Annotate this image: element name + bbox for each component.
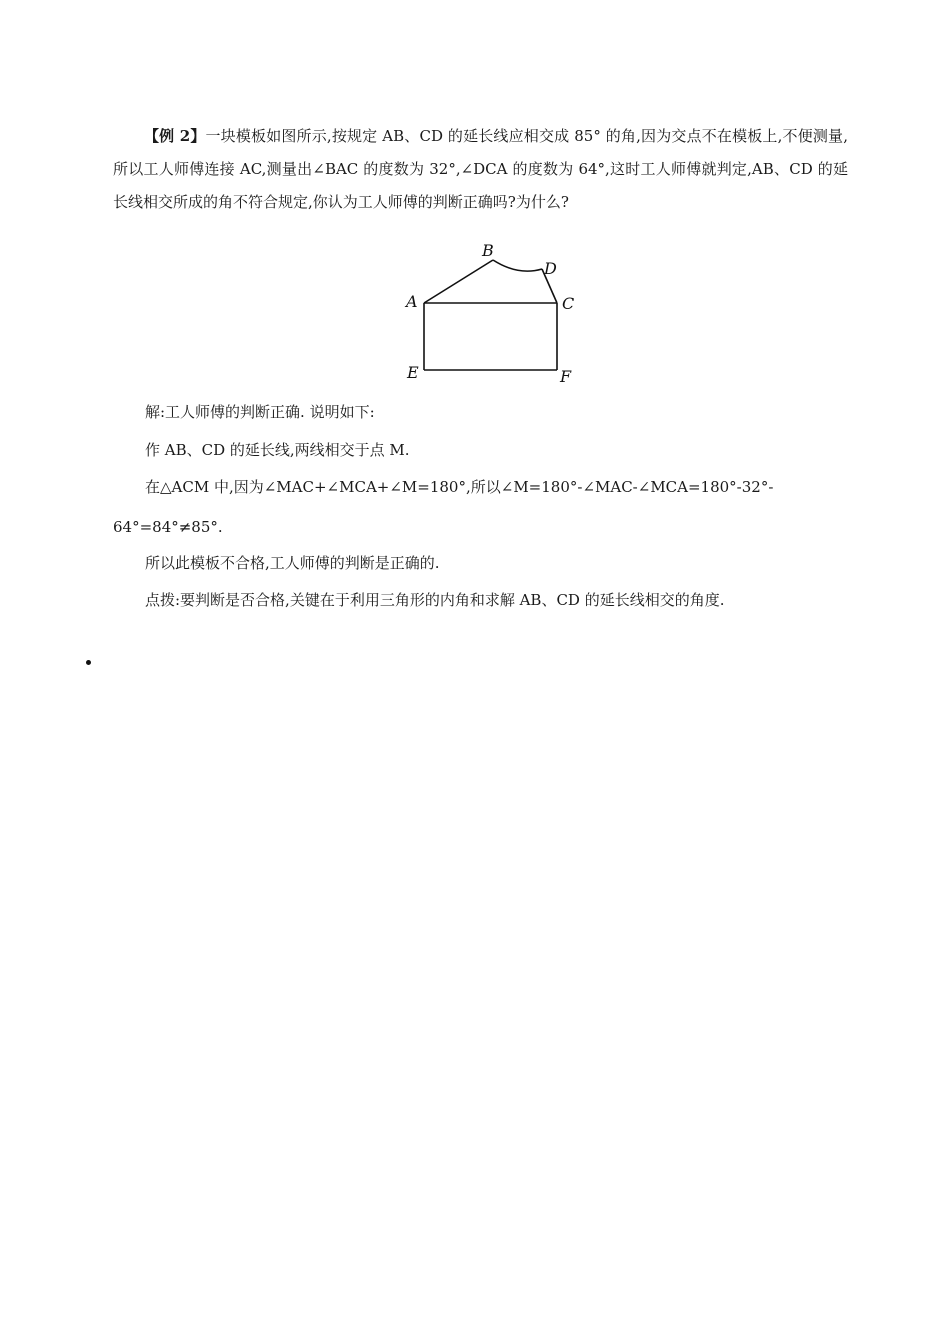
example-problem — [113, 120, 848, 219]
label-F: F — [560, 367, 572, 386]
label-C: C — [562, 294, 575, 313]
bullet-dot — [86, 660, 91, 665]
solution-line-5: 所以此模板不合格,工人师傅的判断是正确的. — [145, 554, 440, 572]
solution-hint: 点拨:要判断是否合格,关键在于利用三角形的内角和求解 AB、CD 的延长线相交的角度. — [145, 591, 725, 609]
solution-line-1: 解:工人师傅的判断正确. 说明如下: — [145, 403, 375, 421]
label-A: A — [406, 292, 418, 311]
curve-BD — [493, 260, 542, 271]
example-text: 一块模板如图所示,按规定 AB、CD 的延长线应相交成 85° 的角,因为交点不在模板上,不便测量,所以工人师傅连接 AC,测量出∠BAC 的度数为 32°,∠DCA 的度数为 64°,这时工人师傅就判定,AB、CD 的延长线相交所成的角不符合规定,你认为工人师傅的判断正确吗?为什么? — [113, 127, 848, 211]
template-diagram — [400, 240, 580, 390]
solution-line-3: 在△ACM 中,因为∠MAC+∠MCA+∠M=180°,所以∠M=180°-∠MAC-∠MCA=180°-32°- — [145, 478, 774, 496]
solution-line-4: 64°=84°≠85°. — [113, 518, 223, 536]
solution-line-2: 作 AB、CD 的延长线,两线相交于点 M. — [145, 441, 410, 459]
label-D: D — [544, 259, 557, 278]
template-figure — [400, 240, 580, 390]
segment-AB — [424, 260, 493, 303]
label-B: B — [482, 241, 494, 260]
example-label: 【例 2】 — [144, 127, 206, 145]
label-E: E — [407, 363, 419, 382]
